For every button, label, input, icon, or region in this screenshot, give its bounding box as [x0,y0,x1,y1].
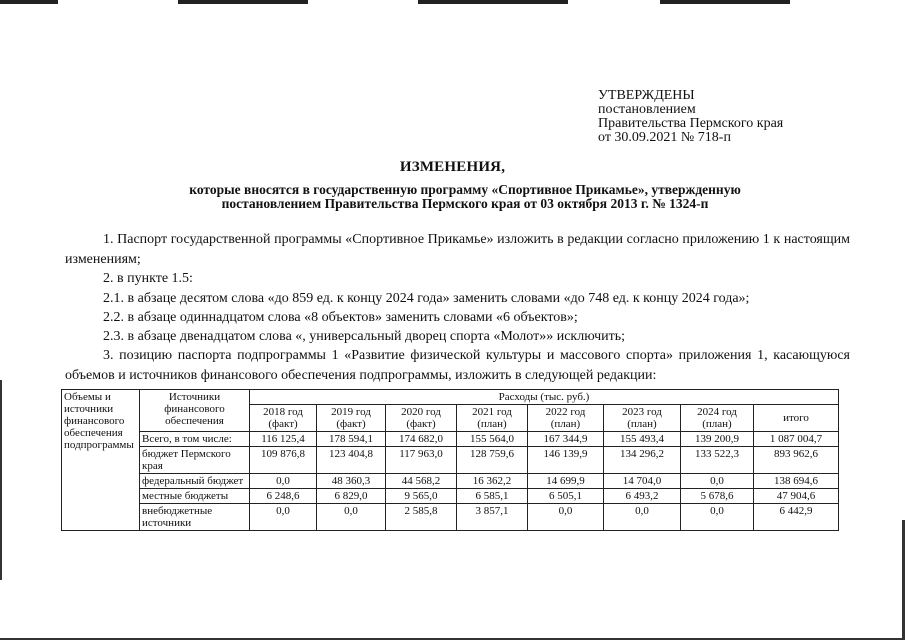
value-cell: 6 585,1 [457,489,528,504]
scan-left-edge [0,380,2,580]
paragraph-6: 3. позицию паспорта подпрограммы 1 «Развитие физической культуры и массового спорта» приложения 1, касающуюся объемов и источников финансового обеспечения подпрограммы, изложить в следующей редакции: [65,348,850,383]
volumes-header-cell: Объемы и источники финансового обеспечения подпрограммы [62,390,140,531]
value-cell: 0,0 [250,504,317,531]
value-cell: 134 296,2 [604,447,681,474]
value-cell: 16 362,2 [457,474,528,489]
paragraph-2: 2. в пункте 1.5: [103,271,193,286]
document-title: ИЗМЕНЕНИЯ, [399,159,506,175]
value-cell: 0,0 [317,504,386,531]
value-cell: 0,0 [250,474,317,489]
value-cell: 14 704,0 [604,474,681,489]
value-cell: 123 404,8 [317,447,386,474]
value-cell: 14 699,9 [528,474,604,489]
approval-block [598,89,783,145]
financing-table [61,389,839,531]
source-cell: внебюджетные источники [140,504,250,531]
table-row [62,504,839,531]
value-cell: 0,0 [681,504,754,531]
value-cell: 117 963,0 [386,447,457,474]
value-cell: 116 125,4 [250,432,317,447]
year-header: 2022 год (план) [528,405,604,432]
approval-line-4: от 30.09.2021 № 718-п [598,130,731,145]
value-cell: 0,0 [681,474,754,489]
source-cell: бюджет Пермского края [140,447,250,474]
paragraph-3: 2.1. в абзаце десятом слова «до 859 ед. к концу 2024 года» заменить словами «до 748 ед. к концу 2024 года»; [103,291,750,306]
subtitle-line-2: постановлением Правительства Пермского края от 03 октября 2013 г. № 1324-п [221,196,709,211]
sources-header-cell: Источники финансового обеспечения [140,390,250,432]
value-cell: 6 248,6 [250,489,317,504]
scan-top-edge [0,0,905,14]
paragraph-4: 2.2. в абзаце одиннадцатом слова «8 объектов» заменить словами «6 объектов»; [103,310,578,325]
value-cell: 128 759,6 [457,447,528,474]
value-cell: 5 678,6 [681,489,754,504]
year-header: 2018 год (факт) [250,405,317,432]
table-row [62,489,839,504]
total-cell: 1 087 004,7 [754,432,839,447]
source-cell: федеральный бюджет [140,474,250,489]
value-cell: 178 594,1 [317,432,386,447]
total-cell: 47 904,6 [754,489,839,504]
value-cell: 48 360,3 [317,474,386,489]
table-row [62,474,839,489]
table-row [62,432,839,447]
value-cell: 6 505,1 [528,489,604,504]
value-cell: 146 139,9 [528,447,604,474]
year-header: 2020 год (факт) [386,405,457,432]
document-subtitle [60,183,870,211]
value-cell: 139 200,9 [681,432,754,447]
paragraph-1: 1. Паспорт государственной программы «Спортивное Прикамье» изложить в редакции согласно приложению 1 к настоящим изменениям; [65,232,850,267]
subtitle-line-1: которые вносятся в государственную программу «Спортивное Прикамье», утвержденную [189,182,741,197]
value-cell: 9 565,0 [386,489,457,504]
value-cell: 167 344,9 [528,432,604,447]
value-cell: 6 493,2 [604,489,681,504]
total-cell: 893 962,6 [754,447,839,474]
value-cell: 155 564,0 [457,432,528,447]
source-cell: Всего, в том числе: [140,432,250,447]
value-cell: 174 682,0 [386,432,457,447]
year-header: 2021 год (план) [457,405,528,432]
total-cell: 138 694,6 [754,474,839,489]
year-header: 2019 год (факт) [317,405,386,432]
total-cell: 6 442,9 [754,504,839,531]
value-cell: 2 585,8 [386,504,457,531]
value-cell: 133 522,3 [681,447,754,474]
value-cell: 155 493,4 [604,432,681,447]
value-cell: 0,0 [604,504,681,531]
source-cell: местные бюджеты [140,489,250,504]
value-cell: 6 829,0 [317,489,386,504]
approval-line-1: УТВЕРЖДЕНЫ [598,88,695,103]
paragraph-5: 2.3. в абзаце двенадцатом слова «, универсальный дворец спорта «Молот»» исключить; [103,329,626,344]
value-cell: 0,0 [528,504,604,531]
year-header: 2024 год (план) [681,405,754,432]
value-cell: 44 568,2 [386,474,457,489]
table-row [62,447,839,474]
approval-line-2: постановлением [598,102,696,117]
expenses-header-cell: Расходы (тыс. руб.) [250,390,839,405]
value-cell: 109 876,8 [250,447,317,474]
total-header: итого [754,405,839,432]
value-cell: 3 857,1 [457,504,528,531]
year-header: 2023 год (план) [604,405,681,432]
approval-line-3: Правительства Пермского края [598,116,784,131]
